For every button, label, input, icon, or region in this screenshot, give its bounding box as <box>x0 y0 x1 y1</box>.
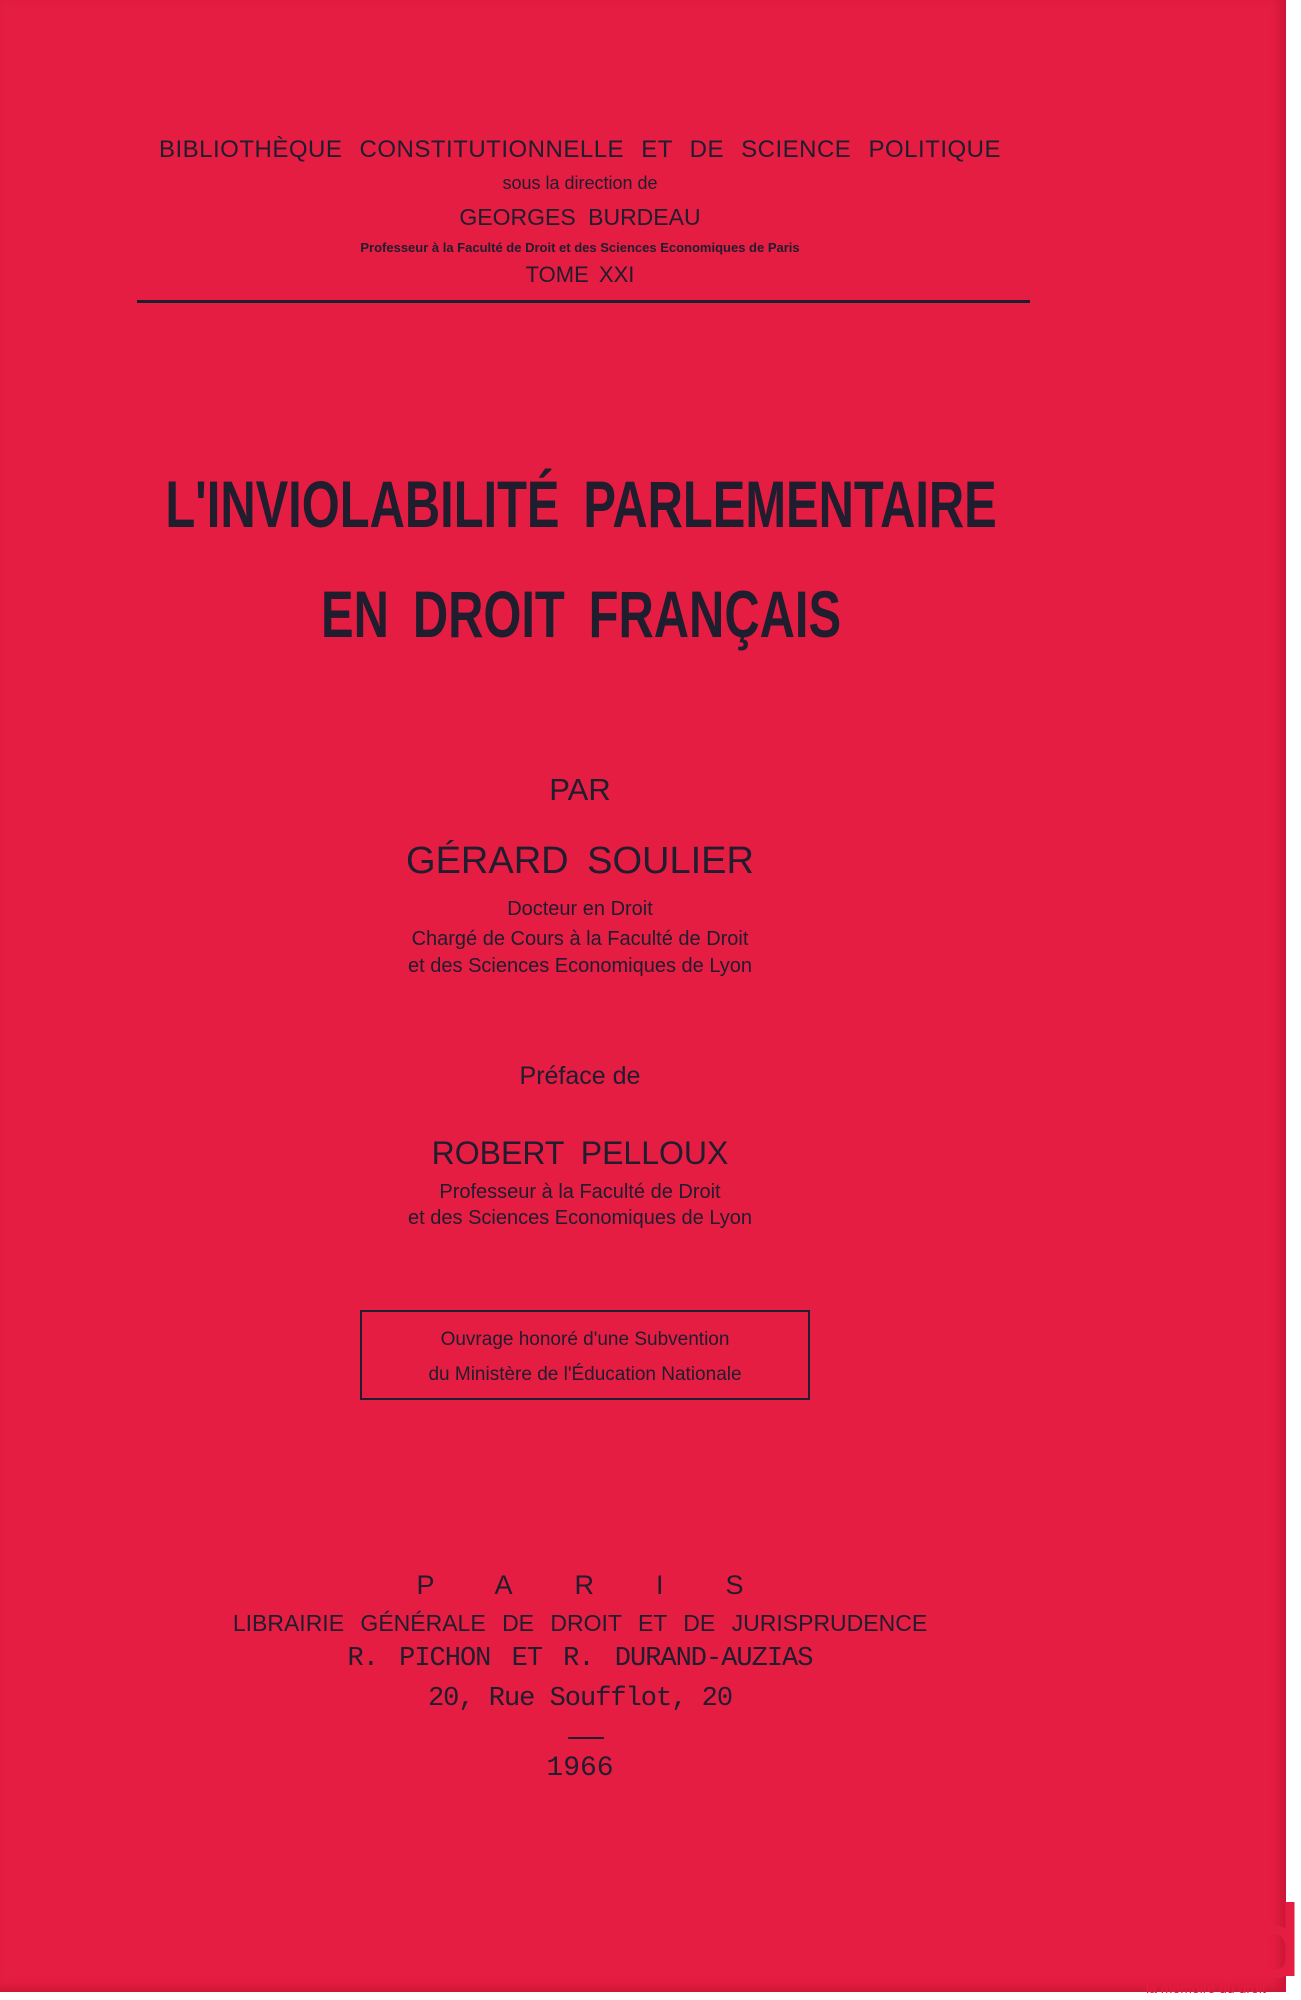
preface-author-name: ROBERT PELLOUX <box>431 1135 729 1171</box>
watermark-tagline: la mémoire du droit <box>1146 1980 1266 1996</box>
preface-author-credential: Professeur à la Faculté de Droit <box>439 1181 721 1203</box>
preface-label: Préface de <box>519 1062 641 1090</box>
author-credential: Chargé de Cours à la Faculté de Droit <box>411 928 749 950</box>
header-rule <box>137 300 1030 303</box>
imprint-dash <box>568 1737 604 1739</box>
watermark-logo <box>1142 1898 1300 1998</box>
author-credential: Docteur en Droit <box>507 898 653 920</box>
series-direction-label: sous la direction de <box>502 173 658 193</box>
series-name: BIBLIOTHÈQUE CONSTITUTIONNELLE ET DE SCIENCE POLITIQUE <box>158 136 1002 163</box>
mdd-logo-icon <box>1142 1898 1300 1980</box>
subsidy-notice-line: Ouvrage honoré d'une Subvention <box>440 1329 730 1350</box>
preface-author-credential: et des Sciences Economiques de Lyon <box>408 1207 752 1229</box>
series-director-title: Professeur à la Faculté de Droit et des Sciences Economiques de Paris <box>360 240 800 255</box>
subsidy-notice-box <box>360 1310 810 1400</box>
author-by-label: PAR <box>549 772 611 807</box>
series-volume: TOME XXI <box>525 262 635 287</box>
imprint-city: PARIS <box>416 1570 806 1600</box>
imprint-year: 1966 <box>546 1753 614 1784</box>
imprint-publisher: LIBRAIRIE GÉNÉRALE DE DROIT ET DE JURISPRUDENCE <box>232 1610 928 1636</box>
imprint-publisher-names: R. PICHON ET R. DURAND-AUZIAS <box>347 1644 813 1674</box>
author-credential: et des Sciences Economiques de Lyon <box>408 955 752 977</box>
imprint-address: 20, Rue Soufflot, 20 <box>427 1684 733 1714</box>
subsidy-notice-line: du Ministère de l'Éducation Nationale <box>428 1364 742 1385</box>
series-director: GEORGES BURDEAU <box>459 204 701 230</box>
title-line-2: EN DROIT FRANÇAIS <box>321 577 842 651</box>
author-name: GÉRARD SOULIER <box>406 840 754 882</box>
title-line-1: L'INVIOLABILITÉ PARLEMENTAIRE <box>165 467 997 541</box>
